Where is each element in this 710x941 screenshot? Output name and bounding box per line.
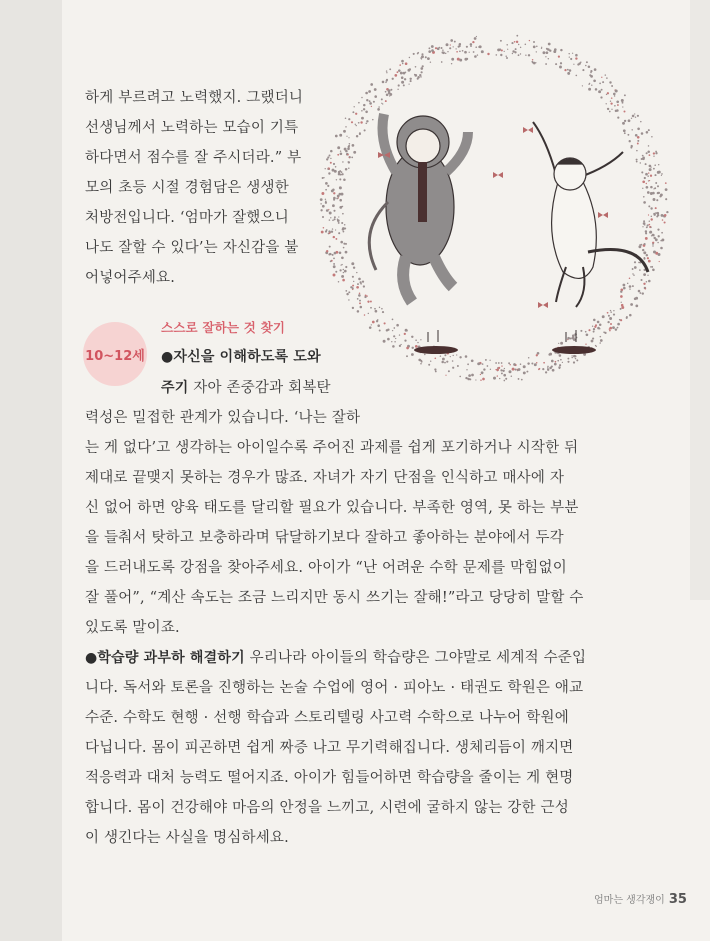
intro-line: 하다면서 점수를 잘 주시더라.” 부	[85, 150, 302, 166]
left-figure	[369, 114, 468, 302]
bullet2-first-line	[85, 646, 586, 667]
bullet1-heading: ●자신을 이해하도록 도와	[161, 349, 321, 365]
body-line: 제대로 끝맺지 못하는 경우가 많죠. 자녀가 자기 단점을 인식하고 매사에 자	[85, 470, 565, 486]
bullet2-first-text: 우리나라 아이들의 학습량은 그야말로 세계적 수준입	[244, 650, 587, 666]
body-line: 적응력과 대처 능력도 떨어지죠. 아이가 힘들어하면 학습량을 줄이는 게 현명	[85, 770, 574, 786]
body-line: 합니다. 몸이 건강해야 마음의 안정을 느끼고, 시련에 굴하지 않는 강한 근성	[85, 800, 569, 816]
page-footer	[594, 888, 687, 907]
body-line: 을 들춰서 탓하고 보충하라며 닦달하기보다 잘하고 좋아하는 분야에서 두각	[85, 530, 564, 546]
intro-line: 선생님께서 노력하는 모습이 기특	[85, 120, 299, 136]
body-line: 는 게 없다’고 생각하는 아이일수록 주어진 과제를 쉽게 포기하거나 시작한 뒤	[85, 440, 579, 456]
page-number: 35	[668, 892, 687, 907]
intro-line: 모의 초등 시절 경험담은 생생한	[85, 180, 289, 196]
body-line: 다닙니다. 몸이 피곤하면 쉽게 짜증 나고 무기력해집니다. 생체리듬이 깨지면	[85, 740, 574, 756]
bullet1-line2-text: 자아 존중감과 회복탄	[188, 380, 331, 396]
intro-line: 나도 잘할 수 있다’는 자신감을 불	[85, 240, 299, 256]
intro-line: 하게 부르려고 노력했지. 그랬더니	[85, 90, 304, 106]
age-badge: 10~12세	[83, 322, 147, 386]
body-line: 신 없어 하면 양육 태도를 달리할 필요가 있습니다. 부족한 영역, 못 하는 부분	[85, 500, 579, 516]
body-line: 잘 풀어”, “계산 속도는 조금 느리지만 동시 쓰기는 잘해!”라고 당당히 말할 수	[85, 590, 584, 606]
body-line: 수준. 수학도 현행 · 선행 학습과 스토리텔링 사고력 수학으로 나누어 학원에	[85, 710, 569, 726]
section-title: 스스로 잘하는 것 찾기	[161, 320, 286, 335]
right-edge-band	[690, 0, 710, 600]
body-line: 이 생긴다는 사실을 명심하세요.	[85, 830, 289, 846]
body-line: 력성은 밀접한 관계가 있습니다. ‘나는 잘하	[85, 410, 361, 426]
intro-line: 어넣어주세요.	[85, 270, 176, 286]
body-line: 있도록 말이죠.	[85, 620, 180, 636]
footer-label: 엄마는 생각쟁이	[594, 895, 665, 906]
body-line: 을 드러내도록 강점을 찾아주세요. 아이가 “난 어려운 수학 문제를 막힘없이	[85, 560, 567, 576]
bullet1-heading-cont: 주기	[161, 380, 189, 396]
intro-line: 처방전입니다. ‘엄마가 잘했으니	[85, 210, 289, 226]
dancing-cats-illustration-icon	[318, 32, 670, 384]
left-margin-band	[0, 0, 62, 941]
bullet1-line2	[161, 376, 331, 397]
bullet2-heading: ●학습량 과부하 해결하기	[85, 650, 245, 666]
body-line: 니다. 독서와 토론을 진행하는 논술 수업에 영어 · 피아노 · 태권도 학원은 애교	[85, 680, 584, 696]
right-figure	[533, 122, 648, 307]
